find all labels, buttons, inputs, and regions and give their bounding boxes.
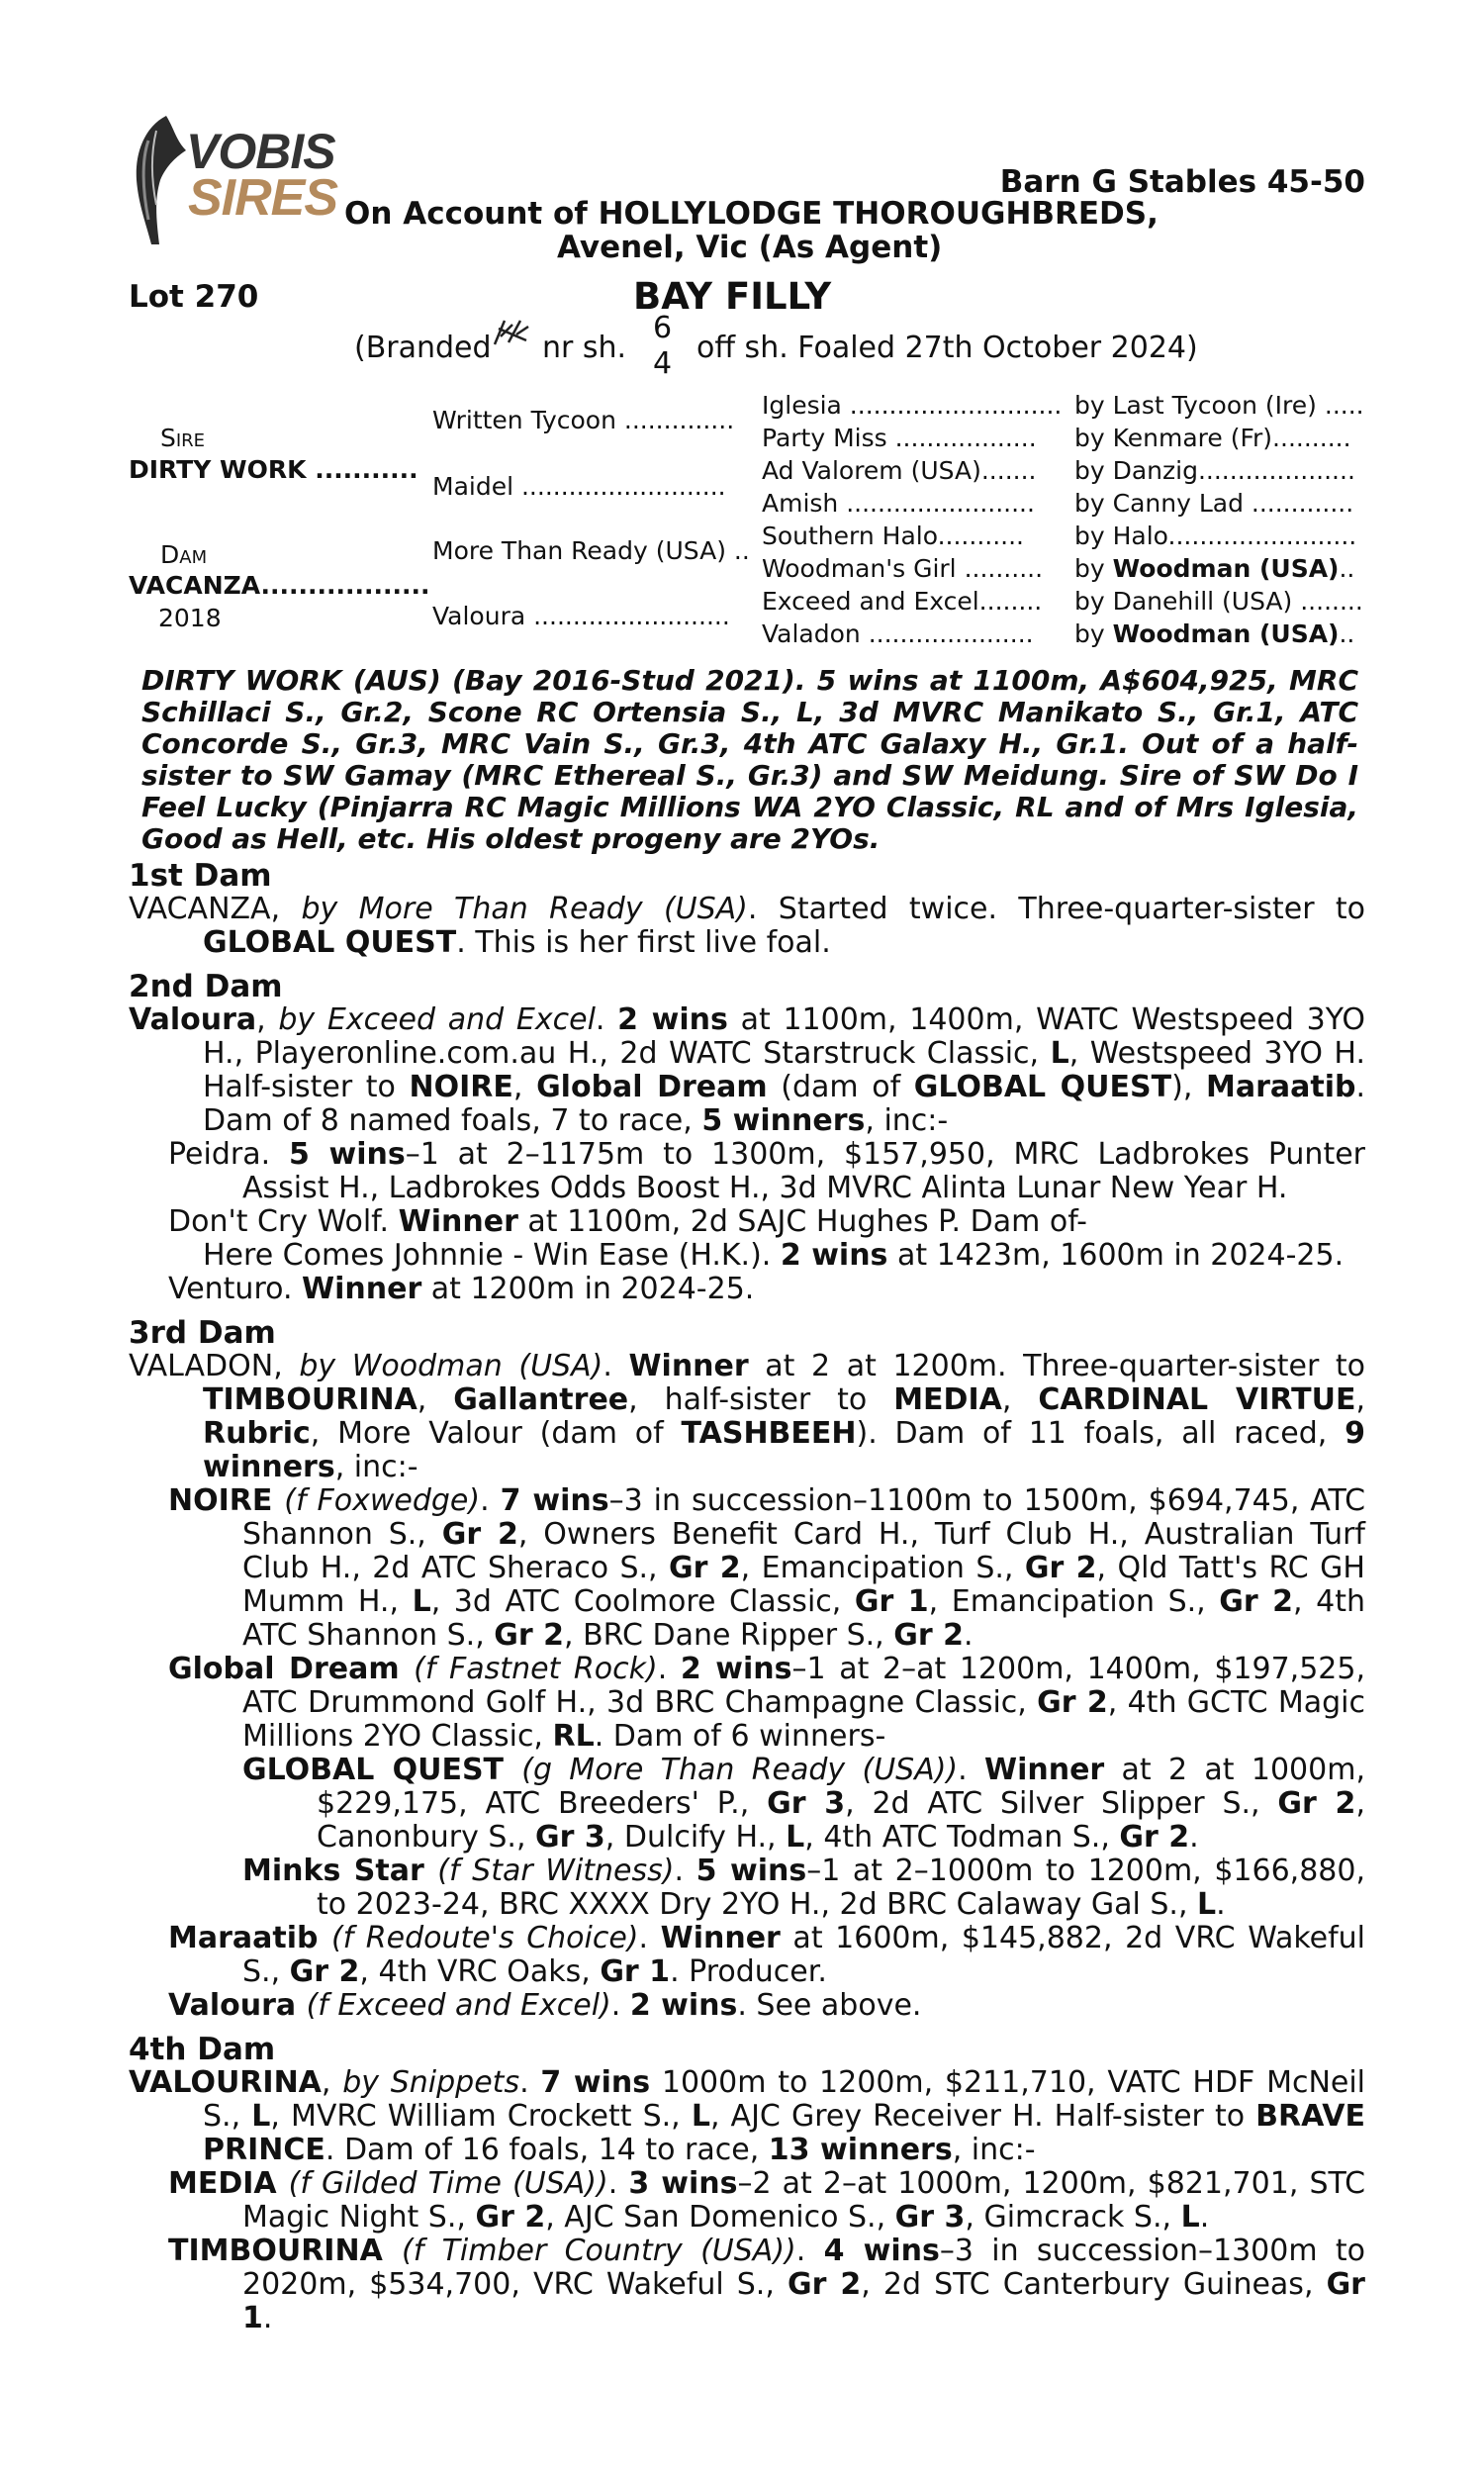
ancestor: Party Miss .................. <box>762 424 1037 452</box>
progeny-entry: MEDIA (f Gilded Time (USA)). 3 wins–2 at 2–at 1000m, 1200m, $821,701, STC Magic Night S., Gr 2, AJC San Domenico S., Gr 3, Gimcrack S., L. <box>168 2166 1366 2235</box>
ancestor-sire: by Kenmare (Fr).......... <box>1074 424 1351 452</box>
brand-mark-icon <box>491 315 532 348</box>
progeny-entry: Venturo. Winner at 1200m in 2024-25. <box>168 1272 755 1306</box>
ancestor-sire: by Canny Lad ............. <box>1074 489 1354 518</box>
dam-name: VACANZA.................. <box>129 571 430 600</box>
brand-open: (Branded <box>354 331 492 365</box>
ancestor-row <box>762 391 1364 420</box>
section-4th-dam: 4th Dam <box>129 2032 276 2067</box>
ancestor-sire: by Danzig.................... <box>1074 456 1355 485</box>
ancestor: Woodman's Girl .......... <box>762 554 1044 583</box>
ancestor: Southern Halo........... <box>762 522 1025 550</box>
progeny-entry: Valoura (f Exceed and Excel). 2 wins. See above. <box>168 1988 922 2023</box>
vobis-sires-logo <box>127 111 338 249</box>
ancestor-row <box>762 424 1351 452</box>
progeny-entry: Minks Star (f Star Witness). 5 wins–1 at 2–1000m to 1200m, $166,880, to 2023-24, BRC XXXX Dry 2YO H., 2d BRC Calaway Gal S., L. <box>242 1854 1365 1922</box>
lot-number: Lot 270 <box>129 279 259 315</box>
progeny-entry: Peidra. 5 wins–1 at 2–1175m to 1300m, $157,950, MRC Ladbrokes Punter Assist H., Ladbrokes Odds Boost H., 3d MVRC Alinta Lunar New Year H. <box>168 1137 1366 1205</box>
ancestor: Exceed and Excel........ <box>762 587 1043 616</box>
logo-vobis: VOBIS <box>186 124 335 179</box>
ancestor: Valadon ..................... <box>762 619 1034 648</box>
brand-bottom-digit: 4 <box>653 346 673 381</box>
section-1st-dam: 1st Dam <box>129 858 272 894</box>
granddam-1: Maidel .......................... <box>432 472 726 501</box>
dam-entry: VALADON, by Woodman (USA). Winner at 2 at 1200m. Three-quarter-sister to TIMBOURINA, Gallantree, half-sister to MEDIA, CARDINAL VIRTUE, Rubric, More Valour (dam of TASHBEEH). Dam of 11 foals, all raced, 9 winners, inc:- <box>129 1349 1366 1484</box>
barn-location: Barn G Stables 45-50 <box>999 164 1365 200</box>
ancestor: Amish ........................ <box>762 489 1035 518</box>
dam-entry: VACANZA, by More Than Ready (USA). Started twice. Three-quarter-sister to GLOBAL QUEST. This is her first live foal. <box>129 892 1366 960</box>
ancestor-row <box>762 619 1355 648</box>
progeny-entry: NOIRE (f Foxwedge). 7 wins–3 in succession–1100m to 1500m, $694,745, ATC Shannon S., Gr 2, Owners Benefit Card H., Turf Club H., Australian Turf Club H., 2d ATC Sheraco S., Gr 2, Emancipation S., Gr 2, Qld Tatt's RC GH Mumm H., L, 3d ATC Coolmore Classic, Gr 1, Emancipation S., Gr 2, 4th ATC Shannon S., Gr 2, BRC Dane Ripper S., Gr 2. <box>168 1483 1366 1653</box>
ancestor-sire: by Halo........................ <box>1074 522 1357 550</box>
ancestor-row <box>762 587 1363 616</box>
progeny-entry: TIMBOURINA (f Timber Country (USA)). 4 wins–3 in succession–1300m to 2020m, $534,700, VRC Wakeful S., Gr 2, 2d STC Canterbury Guineas, Gr 1. <box>168 2234 1365 2335</box>
ancestor-row <box>762 456 1355 485</box>
brand-top-digit: 6 <box>653 311 673 345</box>
progeny-entry: Don't Cry Wolf. Winner at 1100m, 2d SAJC Hughes P. Dam of- <box>168 1204 1087 1239</box>
ancestor-sire: by Woodman (USA).. <box>1074 619 1355 648</box>
ancestor-row <box>762 489 1354 518</box>
ancestor-sire: by Last Tycoon (Ire) ..... <box>1074 391 1364 420</box>
lot-title: BAY FILLY <box>633 275 832 318</box>
granddam-2: Valoura ......................... <box>432 602 730 630</box>
ancestor-row <box>762 554 1355 583</box>
grandsire-1: Written Tycoon .............. <box>432 406 735 434</box>
pedigree-body <box>129 859 1365 2335</box>
ancestor-sire: by Woodman (USA).. <box>1074 554 1355 583</box>
progeny-entry: Maraatib (f Redoute's Choice). Winner at 1600m, $145,882, 2d VRC Wakeful S., Gr 2, 4th VRC Oaks, Gr 1. Producer. <box>168 1921 1365 1989</box>
dam-entry: VALOURINA, by Snippets. 7 wins 1000m to 1200m, $211,710, VATC HDF McNeil S., L, MVRC William Crockett S., L, AJC Grey Receiver H. Half-sister to BRAVE PRINCE. Dam of 16 foals, 14 to race, 13 winners, inc:- <box>129 2065 1366 2167</box>
ancestor: Ad Valorem (USA)....... <box>762 456 1037 485</box>
ancestor-sire: by Danehill (USA) ........ <box>1074 587 1363 616</box>
section-2nd-dam: 2nd Dam <box>129 969 283 1004</box>
sire-label: Sire <box>160 424 206 452</box>
progeny-entry: Global Dream (f Fastnet Rock). 2 wins–1 at 2–at 1200m, 1400m, $197,525, ATC Drummond Golf H., 3d BRC Champagne Classic, Gr 2, 4th GCTC Magic Millions 2YO Classic, RL. Dam of 6 winners- <box>168 1652 1365 1754</box>
sire-note: DIRTY WORK (AUS) (Bay 2016-Stud 2021). 5 wins at 1100m, A$604,925, MRC Schillaci S., Gr.2, Scone RC Ortensia S., L, 3d MVRC Manikato S., Gr.1, ATC Concorde S., Gr.3, MRC Vain S., Gr.3, 4th ATC Galaxy H., Gr.1. Out of a half-sister to SW Gamay (MRC Ethereal S., Gr.3) and SW Meidung. Sire of SW Do I Feel Lucky (Pinjarra RC Magic Millions WA 2YO Classic, RL and of Mrs Iglesia, Good as Hell, etc. His oldest progeny are 2YOs. <box>141 664 1358 855</box>
dam-label: Dam <box>160 540 208 569</box>
account-line-1: On Account of HOLLYLODGE THOROUGHBREDS, <box>344 196 1159 232</box>
brand-rest: off sh. Foaled 27th October 2024) <box>696 331 1198 365</box>
section-3rd-dam: 3rd Dam <box>129 1315 276 1351</box>
logo-sires: SIRES <box>188 169 338 227</box>
grandsire-2: More Than Ready (USA) .. <box>432 536 750 565</box>
progeny-entry: GLOBAL QUEST (g More Than Ready (USA)). Winner at 2 at 1000m, $229,175, ATC Breeders' P., Gr 3, 2d ATC Silver Slipper S., Gr 2, Canonbury S., Gr 3, Dulcify H., L, 4th ATC Todman S., Gr 2. <box>242 1753 1365 1855</box>
account-line-2: Avenel, Vic (As Agent) <box>557 230 943 265</box>
brand-nr: nr sh. <box>542 331 627 365</box>
ancestor: Iglesia ........................... <box>762 391 1063 420</box>
progeny-entry: Here Comes Johnnie - Win Ease (H.K.). 2 wins at 1423m, 1600m in 2024-25. <box>203 1238 1345 1273</box>
sire-name: DIRTY WORK ........... <box>129 455 418 484</box>
dam-entry: Valoura, by Exceed and Excel. 2 wins at 1100m, 1400m, WATC Westspeed 3YO H., Playeronline.com.au H., 2d WATC Starstruck Classic, L, Westspeed 3YO H. Half-sister to NOIRE, Global Dream (dam of GLOBAL QUEST), Maraatib. Dam of 8 named foals, 7 to race, 5 winners, inc:- <box>129 1002 1366 1138</box>
dam-year: 2018 <box>158 604 222 632</box>
ancestor-row <box>762 522 1357 550</box>
